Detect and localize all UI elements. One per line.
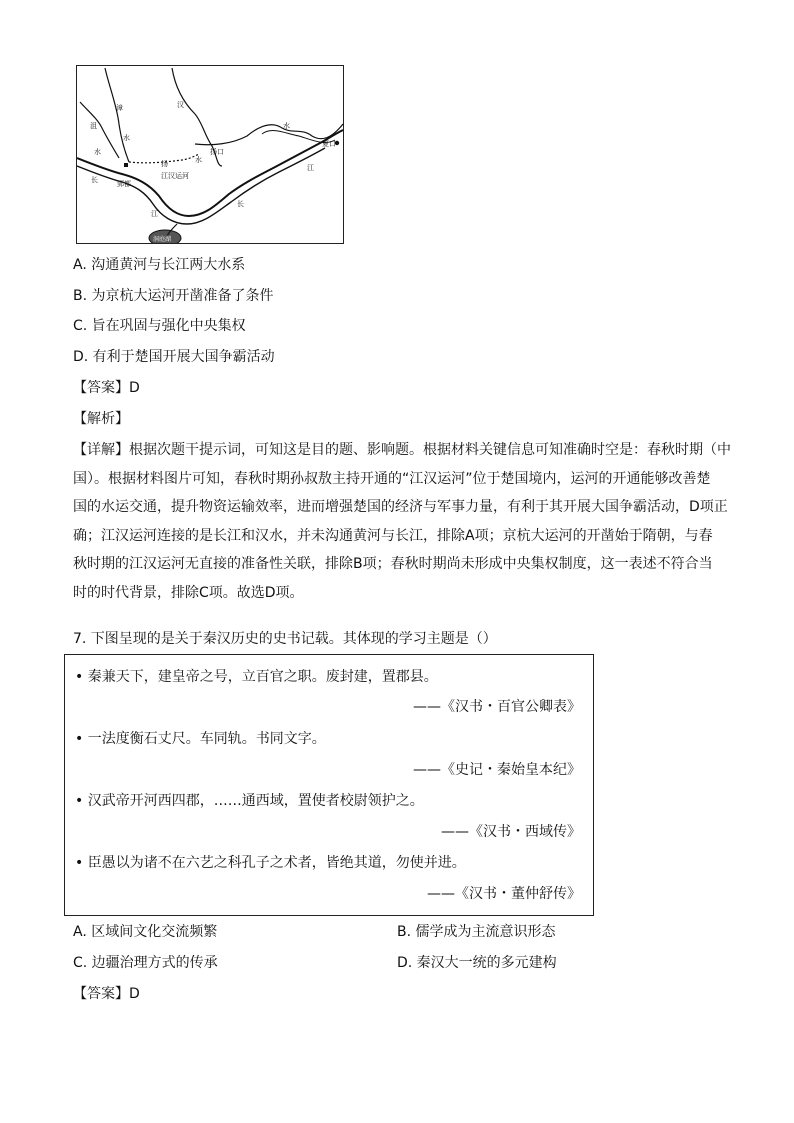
q6-detail-line: 国的水运交通，提升物资运输效率，进而增强楚国的经济与军事力量，有利于其开展大国争霸活动，D项正 [73, 499, 728, 515]
map-label-dongting: 洞庭湖 [153, 236, 172, 243]
map-label-jiang2: 江 [151, 210, 158, 218]
q6-detail-line: 国）。根据材料图片可知，春秋时期孙叔敖主持开通的“江汉运河”位于楚国境内，运河的开通能够改善楚 [73, 470, 711, 487]
canal-map-svg [77, 66, 343, 243]
q6-detail-line: 秋时期的江汉运河无直接的准备性关联，排除B项；春秋时期尚未形成中央集权制度，这一表述不符合当 [73, 556, 713, 572]
q7-quote-2: • 一法度衡石丈尺。车同轨。书同文字。 [75, 731, 326, 747]
q6-detail-line: 【详解】根据次题干提示词，可知这是目的题、影响题。根据材料关键信息可知准确时空是：春秋时期（中 [73, 442, 731, 458]
q6-option-c: C. 旨在巩固与强化中央集权 [73, 318, 246, 334]
map-label-han: 汉 [177, 101, 184, 109]
map-label-yang: 扬 [161, 160, 168, 168]
map-label-yingdu: 郢都 [117, 180, 131, 188]
q6-option-a: A. 沟通黄河与长江两大水系 [73, 257, 246, 273]
q6-detail-paragraph [73, 436, 731, 607]
q7-stem: 7. 下图呈现的是关于秦汉历史的史书记载。其体现的学习主题是（） [73, 631, 497, 647]
map-label-shui3: 水 [283, 122, 290, 130]
q7-answer: 【答案】D [73, 986, 140, 1002]
q7-option-b: B. 儒学成为主流意识形态 [397, 924, 556, 940]
q6-detail-line: 时的时代背景，排除C项。故选D项。 [73, 584, 304, 601]
q7-quote-box [64, 654, 594, 916]
q7-source-1: ——《汉书・百官公卿表》 [413, 699, 581, 715]
map-label-shui1: 水 [94, 148, 101, 156]
q7-option-a: A. 区域间文化交流频繁 [73, 924, 218, 940]
map-label-shui2: 水 [123, 134, 130, 142]
q6-detail-line: 确；江汉运河连接的是长江和汉水，并未沟通黄河与长江，排除A项；京杭大运河的开凿始于隋朝，与春 [73, 527, 713, 544]
q6-option-b: B. 为京杭大运河开凿准备了条件 [73, 288, 274, 304]
q7-source-3: ——《汉书・西域传》 [441, 824, 581, 840]
map-label-zhang: 漳 [116, 104, 123, 112]
q7-quote-4: • 臣愚以为诸不在六艺之科孔子之术者，皆绝其道，勿使并进。 [75, 855, 466, 871]
q7-option-c: C. 边疆治理方式的传承 [73, 955, 218, 971]
map-label-xiakou: 夏口 [322, 140, 336, 148]
map-label-chang1: 长 [91, 176, 98, 184]
yingdu-marker [124, 163, 128, 167]
map-label-shui4: 水 [195, 156, 202, 164]
map-label-canal: 江汉运河 [161, 172, 189, 180]
map-label-yangkou: 扬口 [210, 148, 224, 156]
map-label-ju: 沮 [90, 122, 97, 130]
q7-quote-3: • 汉武帝开河西四郡，……通西域，置使者校尉领护之。 [75, 793, 424, 809]
q7-quote-1: • 秦兼天下，建皇帝之号，立百官之职。废封建，置郡县。 [75, 669, 438, 685]
canal-map-figure [76, 65, 344, 244]
q7-source-4: ——《汉书・董仲舒传》 [427, 886, 581, 902]
q6-option-d: D. 有利于楚国开展大国争霸活动 [73, 349, 275, 365]
q7-source-2: ——《史记・秦始皇本纪》 [413, 762, 581, 778]
q7-option-d: D. 秦汉大一统的多元建构 [397, 955, 557, 971]
q6-answer: 【答案】D [73, 380, 140, 396]
q6-analysis-label: 【解析】 [73, 411, 129, 427]
map-label-jiang1: 江 [307, 164, 314, 172]
map-label-chang2: 长 [237, 200, 244, 208]
zhang-river-line [105, 68, 129, 162]
